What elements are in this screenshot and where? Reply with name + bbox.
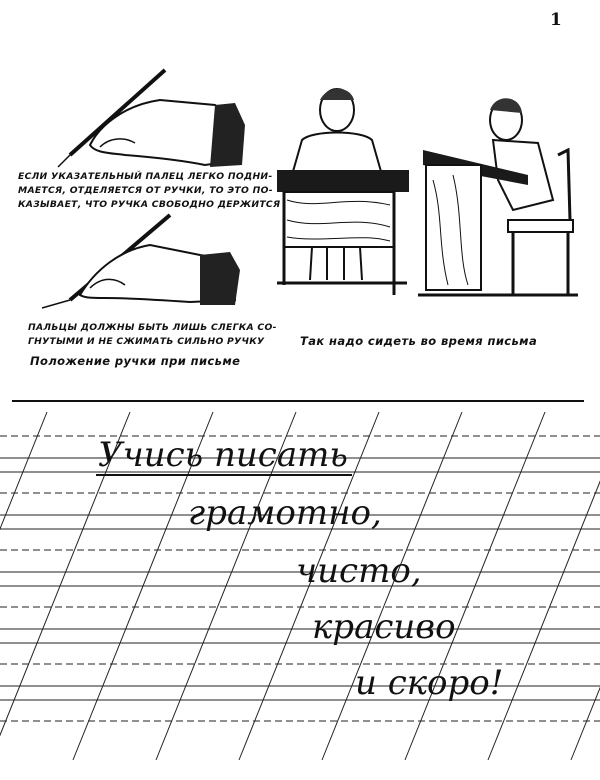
caption-line: ПАЛЬЦЫ ДОЛЖНЫ БЫТЬ ЛИШЬ СЛЕГКА СО-	[28, 322, 277, 333]
pen-position-title: Положение ручки при письме	[30, 354, 241, 368]
copybook-line-5: и скоро!	[355, 663, 504, 703]
copybook-line-1: Учись писать	[96, 438, 352, 476]
caption-line: КАЗЫВАЕТ, ЧТО РУЧКА СВОБОДНО ДЕРЖИТСЯ	[18, 199, 281, 210]
caption-line: ГНУТЫМИ И НЕ СЖИМАТЬ СИЛЬНО РУЧКУ	[28, 336, 265, 347]
caption-line: ЕСЛИ УКАЗАТЕЛЬНЫЙ ПАЛЕЦ ЛЕГКО ПОДНИ-	[18, 171, 273, 182]
copybook-line-4: красиво	[312, 607, 456, 647]
caption-line: МАЕТСЯ, ОТДЕЛЯЕТСЯ ОТ РУЧКИ, ТО ЭТО ПО-	[18, 185, 273, 196]
sitting-posture-title: Так надо сидеть во время письма	[300, 334, 538, 348]
page-number: 1	[550, 10, 562, 30]
copybook-line-2: грамотно,	[188, 493, 382, 533]
copybook-line-3: чисто,	[296, 551, 422, 591]
